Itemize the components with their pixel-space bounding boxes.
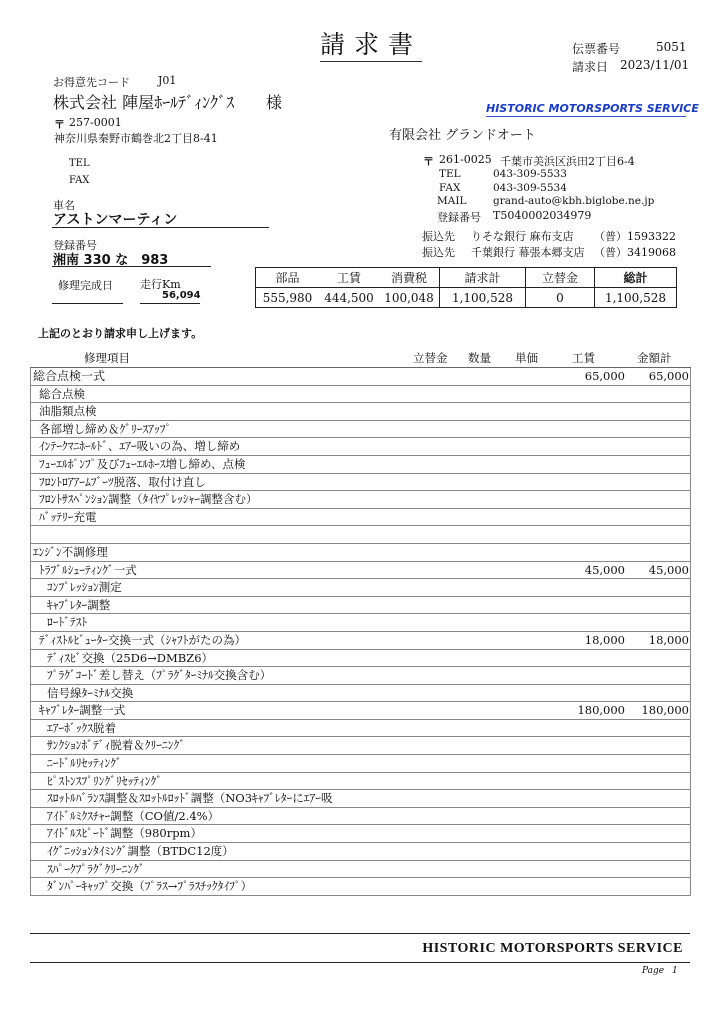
postal-mark-icon: 〒 [54,118,65,131]
item-row [30,737,691,755]
item-amount: 45,000 [648,562,689,577]
item-labor: 18,000 [584,632,625,647]
summary-header-billed: 請求計 [440,268,526,288]
item-label: ｽﾊﾟｰｸﾌﾟﾗｸﾞｸﾘｰﾆﾝｸﾞ [47,861,145,876]
item-amount: 18,000 [648,632,689,647]
items-table [30,367,691,896]
summary-header-total: 総計 [595,268,677,288]
vehicle-name-label: 車名 [53,199,75,212]
slip-number: 5051 [656,40,687,54]
item-label: ｴｱｰﾎﾞｯｸｽ脱着 [47,720,116,735]
item-label: ﾆｰﾄﾞﾙﾘｾｯﾃｨﾝｸﾞ [47,756,122,771]
item-row [30,562,691,580]
customer-fax-label: FAX [69,175,90,186]
issuer-fax-label: FAX [439,182,461,194]
item-row [30,368,691,386]
item-label: 信号線ﾀｰﾐﾅﾙ交換 [47,685,134,700]
summary-header-parts: 部品 [256,268,320,288]
invoice-date: 2023/11/01 [620,58,690,72]
item-row [30,509,691,527]
summary-tax: 100,048 [379,288,440,308]
bank-1-name: りそな銀行 麻布支店 [471,230,574,243]
item-label: ﾌﾛﾝﾄｻｽﾍﾟﾝｼｮﾝ調整（ﾀｲﾔﾌﾟﾚｯｼｬｰ調整含む） [39,492,258,507]
items-header-item: 修理項目 [84,351,130,365]
item-row [30,597,691,615]
vehicle-reg-number: 湘南 330 な 983 [53,253,169,268]
customer-code: J01 [158,74,177,87]
footer-top-rule [30,933,690,934]
bank-1-account: （普）1593322 [594,230,676,243]
slip-number-label: 伝票番号 [572,42,621,56]
item-label: ﾛｰﾄﾞﾃｽﾄ [47,615,88,630]
summary-advance: 0 [526,288,595,308]
item-row [30,614,691,632]
item-amount: 65,000 [648,369,689,383]
item-label: ﾃﾞｨｽﾄﾙﾋﾞｭｰﾀｰ交換一式（ｼｬﾌﾄがたの為） [39,632,246,647]
issuer-postal-mark-icon: 〒 [423,155,434,168]
vehicle-name-underline [52,227,269,228]
item-row [30,474,691,492]
items-header-unit-price: 単価 [515,351,538,365]
item-row [30,843,691,861]
bank-1-label: 振込先 [422,230,455,243]
summary-billed: 1,100,528 [440,288,526,308]
item-label: ﾌﾛﾝﾄﾛｱｱｰﾑﾌﾞｰﾂ脱落、取付け直し [39,474,206,489]
vehicle-reg-underline [52,266,211,267]
billing-notice: 上記のとおり請求申し上げます。 [38,327,203,340]
customer-honorific: 様 [266,93,283,112]
issuer-tel: 043-309-5533 [493,168,567,180]
item-row [30,667,691,685]
issuer-fax: 043-309-5534 [493,182,567,194]
item-label: ｺﾝﾌﾟﾚｯｼｮﾝ測定 [47,580,122,595]
item-row [30,579,691,597]
issuer-address: 千葉市美浜区浜田2丁目6-4 [500,155,635,168]
item-row [30,544,691,562]
item-row [30,755,691,773]
item-label: ﾄﾗﾌﾞﾙｼｭｰﾃｨﾝｸﾞ一式 [39,562,137,577]
issuer-reg-number: T5040002034979 [493,209,592,222]
item-row [30,720,691,738]
item-label: ﾀﾞﾝﾊﾟｰｷｬｯﾌﾟ交換（ﾌﾟﾗｽ→ﾌﾟﾗｽﾁｯｸﾀｲﾌﾟ） [47,879,253,894]
item-label: ﾊﾞｯﾃﾘｰ充電 [39,509,97,524]
item-row [30,790,691,808]
mileage-underline [140,303,200,304]
customer-name: 株式会社 陣屋ﾎｰﾙﾃﾞｨﾝｸﾞｽ [53,93,235,112]
item-row [30,421,691,439]
summary-labor: 444,500 [319,288,379,308]
item-label: ｱｲﾄﾞﾙﾐｸｽﾁｬｰ調整（CO値/2.4%） [47,808,220,823]
item-label: ｲｸﾞﾆｯｼｮﾝﾀｲﾐﾝｸﾞ調整（BTDC12度） [47,844,234,859]
issuer-postal-code: 261-0025 [439,153,492,166]
item-row [30,526,691,544]
invoice-date-label: 請求日 [572,60,609,74]
completion-date-underline [52,303,123,304]
item-row [30,878,691,896]
items-header-labor: 工賃 [572,351,595,365]
mileage-value: 56,094 [162,290,201,301]
item-label: 各部増し締め＆ｸﾞﾘｰｽｱｯﾌﾟ [39,421,172,436]
vehicle-name: アストンマーティン [53,212,178,228]
item-label: 総合点検一式 [33,369,106,383]
item-row [30,632,691,650]
item-row [30,386,691,404]
item-label: ｻﾝｸｼｮﾝﾎﾞﾃﾞｨ脱着＆ｸﾘｰﾆﾝｸﾞ [47,738,185,753]
summary-parts: 555,980 [256,288,320,308]
summary-total: 1,100,528 [595,288,677,308]
customer-address: 神奈川県秦野市鶴巻北2丁目8-41 [54,132,218,145]
items-header-amount: 金額計 [637,351,672,365]
item-label: 油脂類点検 [39,404,97,419]
item-label: ｱｲﾄﾞﾙｽﾋﾟｰﾄﾞ調整（980rpm） [47,826,202,841]
item-label: ﾌｭｰｴﾙﾎﾟﾝﾌﾟ及びﾌｭｰｴﾙﾎｰｽ増し締め、点検 [39,456,246,471]
summary-header-labor: 工賃 [319,268,379,288]
item-row [30,456,691,474]
item-label: 総合点検 [39,386,85,401]
item-row [30,773,691,791]
issuer-company: 有限会社 グランドオート [389,128,536,143]
item-labor: 45,000 [584,562,625,577]
item-row [30,825,691,843]
page-label: Page [642,966,665,976]
item-row [30,650,691,668]
mileage-label: 走行Km [140,278,181,291]
item-amount: 180,000 [641,703,689,718]
item-row [30,861,691,879]
item-row [30,438,691,456]
item-row [30,491,691,509]
item-row [30,808,691,826]
issuer-mail: grand-auto@kbh.biglobe.ne.jp [493,195,655,207]
summary-header-advance: 立替金 [526,268,595,288]
document-title: 請求書 [320,30,422,62]
item-label: ｲﾝﾃｰｸﾏﾆﾎｰﾙﾄﾞ、ｴｱｰ吸いの為、増し締め [39,439,241,454]
items-header-qty: 数量 [468,351,491,365]
bank-2-account: （普）3419068 [594,246,676,259]
item-row [30,403,691,421]
bank-2-name: 千葉銀行 幕張本郷支店 [471,246,585,259]
completion-date-label: 修理完成日 [58,279,113,292]
customer-code-label: お得意先コード [53,76,130,89]
footer-brand: HISTORIC MOTORSPORTS SERVICE [422,941,683,956]
item-row [30,702,691,720]
item-label: ﾃﾞｨｽﾋﾞ交換（25D6→DMBZ6） [47,650,214,665]
item-labor: 65,000 [584,369,625,383]
footer-bottom-rule [30,962,690,963]
bank-2-label: 振込先 [422,246,455,259]
summary-header-tax: 消費税 [379,268,440,288]
items-header-advance: 立替金 [413,351,448,365]
issuer-mail-label: MAIL [437,195,467,207]
item-label: ﾋﾟｽﾄﾝｽﾌﾟﾘﾝｸﾞﾘｾｯﾃｨﾝｸﾞ [47,773,162,788]
item-label: ﾌﾟﾗｸﾞｺｰﾄﾞ差し替え（ﾌﾟﾗｸﾞﾀｰﾐﾅﾙ交換含む） [47,668,272,683]
issuer-brand: HISTORIC MOTORSPORTS SERVICE [486,102,699,115]
customer-postal-code: 257-0001 [69,116,122,129]
item-label: ｷｬﾌﾞﾚﾀｰ調整一式 [39,703,126,718]
customer-tel-label: TEL [69,158,90,169]
summary-table [255,267,677,308]
page-number: 1 [672,966,678,976]
issuer-reg-label: 登録番号 [437,211,481,224]
item-label: ｽﾛｯﾄﾙﾊﾞﾗﾝｽ調整＆ｽﾛｯﾄﾙﾛｯﾄﾞ調整（NO3ｷｬﾌﾞﾚﾀｰにｴｱｰ吸 [47,791,333,806]
vehicle-reg-label: 登録番号 [53,239,97,252]
item-labor: 180,000 [577,703,625,718]
issuer-tel-label: TEL [439,168,461,180]
item-label: ｴﾝｼﾞﾝ不調修理 [33,544,108,559]
item-row [30,685,691,703]
item-label: ｷｬﾌﾞﾚﾀｰ調整 [47,597,111,612]
